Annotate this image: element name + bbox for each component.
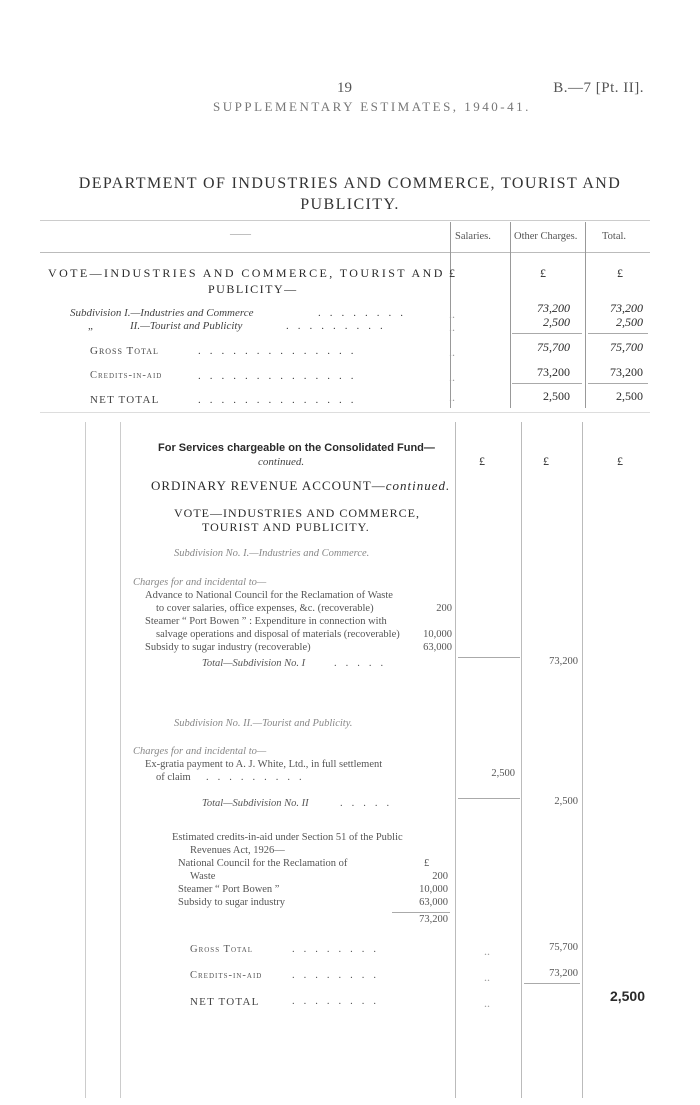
subtotal-rule bbox=[524, 983, 580, 984]
net-salaries: .. bbox=[484, 996, 490, 1010]
net-salaries: .. bbox=[449, 390, 455, 404]
item-amount: 2,500 bbox=[491, 768, 515, 779]
leader-dots: .............. bbox=[198, 345, 363, 357]
charges-heading: Charges for and incidental to— bbox=[133, 746, 267, 757]
subdivision-ii-heading: Subdivision No. II.—Tourist and Publicity. bbox=[174, 718, 353, 729]
leader-dots: ......... bbox=[206, 772, 311, 783]
consolidated-fund-heading: For Services chargeable on the Consolidated Fund— bbox=[158, 442, 435, 454]
subtotal-rule bbox=[458, 798, 520, 799]
header-bottom-rule bbox=[40, 252, 650, 253]
page-title-line2: PUBLICITY. bbox=[300, 196, 400, 213]
leader-dots: ........ bbox=[292, 996, 385, 1007]
credits-total: 73,200 bbox=[610, 365, 643, 379]
leader-dots: ........ bbox=[292, 944, 385, 955]
credits-total-amount: 73,200 bbox=[419, 914, 448, 925]
subtotal-rule bbox=[588, 383, 648, 384]
net-total-amount: 2,500 bbox=[609, 988, 645, 1004]
credit-item-line: Steamer “ Port Bowen ” bbox=[178, 884, 280, 895]
subtotal-rule bbox=[512, 383, 582, 384]
item-line: salvage operations and disposal of materials (recoverable) bbox=[156, 629, 400, 640]
sub1-total: 73,200 bbox=[610, 301, 643, 315]
item-line: Subsidy to sugar industry (recoverable) bbox=[145, 642, 311, 653]
account-name: ORDINARY REVENUE ACCOUNT— bbox=[151, 478, 386, 493]
leader-dots: .............. bbox=[198, 394, 363, 406]
leader-dots: ..... bbox=[334, 658, 393, 669]
subtotal-rule bbox=[512, 333, 582, 334]
subdivision-ii-total: 2,500 bbox=[554, 796, 578, 807]
subdivision-i-heading: Subdivision No. I.—Industries and Commerce. bbox=[174, 548, 370, 559]
gross-total-amount: 75,700 bbox=[549, 942, 578, 953]
gross-total-label: Gross Total bbox=[190, 944, 254, 955]
net-total-label: NET TOTAL bbox=[190, 996, 260, 1008]
account-continued: continued. bbox=[385, 478, 451, 493]
credits-other-charges: 73,200 bbox=[537, 365, 570, 379]
currency-symbol: £ bbox=[479, 454, 485, 468]
currency-symbol: £ bbox=[617, 266, 623, 280]
sub1-other-charges: 73,200 bbox=[537, 301, 570, 315]
column-header-blank: —— bbox=[230, 229, 251, 240]
currency-symbol: £ bbox=[449, 266, 455, 280]
table-top-rule bbox=[40, 220, 650, 221]
credits-salaries: .. bbox=[484, 970, 490, 984]
detail-vote-line2: TOURIST AND PUBLICITY. bbox=[202, 520, 370, 534]
continued-label: continued. bbox=[258, 456, 305, 468]
leader-dots: ......... bbox=[286, 320, 392, 332]
item-line: Advance to National Council for the Reclamation of Waste bbox=[145, 590, 393, 601]
column-header-total: Total. bbox=[602, 231, 627, 242]
item-line: of claim bbox=[156, 772, 191, 783]
gross-salaries: .. bbox=[449, 345, 455, 359]
subdivision-ii-label: II.—Tourist and Publicity bbox=[130, 320, 243, 332]
currency-symbol: £ bbox=[540, 266, 546, 280]
item-amount: 200 bbox=[436, 603, 452, 614]
gross-salaries: .. bbox=[484, 944, 490, 958]
detail-vote-line1: VOTE—INDUSTRIES AND COMMERCE, bbox=[174, 506, 421, 520]
credits-in-aid-label: Credits-in-aid bbox=[90, 370, 163, 381]
column-header-other-charges: Other Charges. bbox=[514, 231, 578, 242]
credit-item-amount: 10,000 bbox=[419, 884, 448, 895]
net-total: 2,500 bbox=[616, 389, 643, 403]
sub2-total: 2,500 bbox=[616, 315, 643, 329]
column-divider bbox=[120, 422, 121, 1098]
column-header-salaries: Salaries. bbox=[455, 231, 491, 242]
sub1-salaries: .. bbox=[449, 307, 455, 321]
leader-dots: ..... bbox=[340, 798, 399, 809]
credit-item-line: National Council for the Reclamation of bbox=[178, 858, 348, 869]
credits-in-aid-amount: 73,200 bbox=[549, 968, 578, 979]
currency-symbol: £ bbox=[543, 454, 549, 468]
page-number: 19 bbox=[337, 80, 352, 96]
subtotal-rule bbox=[458, 657, 520, 658]
item-amount: 10,000 bbox=[423, 629, 452, 640]
credits-estimate-line: Revenues Act, 1926— bbox=[190, 845, 285, 856]
gross-total-label: Gross Total bbox=[90, 345, 159, 357]
credit-item-amount: 200 bbox=[432, 871, 448, 882]
column-divider bbox=[521, 422, 522, 1098]
column-divider bbox=[85, 422, 86, 1098]
item-line: to cover salaries, office expenses, &c. (recoverable) bbox=[156, 603, 374, 614]
credits-in-aid-label: Credits-in-aid bbox=[190, 970, 263, 981]
subtotal-rule bbox=[392, 912, 450, 913]
page-subtitle: SUPPLEMENTARY ESTIMATES, 1940-41. bbox=[213, 99, 531, 114]
leader-dots: ........ bbox=[292, 970, 385, 981]
subdivision-i-total: 73,200 bbox=[549, 656, 578, 667]
subtotal-rule bbox=[588, 333, 648, 334]
page-title-line1: DEPARTMENT OF INDUSTRIES AND COMMERCE, TOURIST AND bbox=[78, 175, 622, 192]
item-line: Ex-gratia payment to A. J. White, Ltd., in full settlement bbox=[145, 759, 383, 770]
leader-dots: ........ bbox=[318, 307, 412, 319]
leader-dots: .............. bbox=[198, 370, 363, 382]
credits-estimate-line: Estimated credits-in-aid under Section 51 of the Public bbox=[172, 832, 403, 843]
vote-heading-line1: VOTE—INDUSTRIES AND COMMERCE, TOURIST AND bbox=[48, 266, 445, 280]
gross-other-charges: 75,700 bbox=[537, 340, 570, 354]
credit-item-amount: 63,000 bbox=[419, 897, 448, 908]
credit-item-line: Waste bbox=[190, 871, 216, 882]
net-total-label: NET TOTAL bbox=[90, 394, 160, 406]
section-rule bbox=[40, 412, 650, 413]
subdivision-i-total-label: Total—Subdivision No. I bbox=[202, 658, 306, 669]
credit-item-line: Subsidy to sugar industry bbox=[178, 897, 286, 908]
item-line: Steamer “ Port Bowen ” : Expenditure in connection with bbox=[145, 616, 387, 627]
credits-salaries: .. bbox=[449, 370, 455, 384]
currency-symbol: £ bbox=[617, 454, 623, 468]
document-reference: B.—7 [Pt. II]. bbox=[553, 80, 644, 96]
column-divider bbox=[582, 422, 583, 1098]
sub2-other-charges: 2,500 bbox=[543, 315, 570, 329]
vote-heading-line2: PUBLICITY— bbox=[208, 282, 298, 296]
subdivision-ii-total-label: Total—Subdivision No. II bbox=[202, 798, 309, 809]
account-heading bbox=[151, 478, 450, 494]
charges-heading: Charges for and incidental to— bbox=[133, 577, 267, 588]
net-other-charges: 2,500 bbox=[543, 389, 570, 403]
sub2-salaries: .. bbox=[449, 320, 455, 334]
subdivision-i-label: Subdivision I.—Industries and Commerce bbox=[70, 307, 254, 319]
ditto-mark: „ bbox=[88, 320, 93, 332]
currency-symbol: £ bbox=[424, 858, 430, 869]
item-amount: 63,000 bbox=[423, 642, 452, 653]
gross-total: 75,700 bbox=[610, 340, 643, 354]
